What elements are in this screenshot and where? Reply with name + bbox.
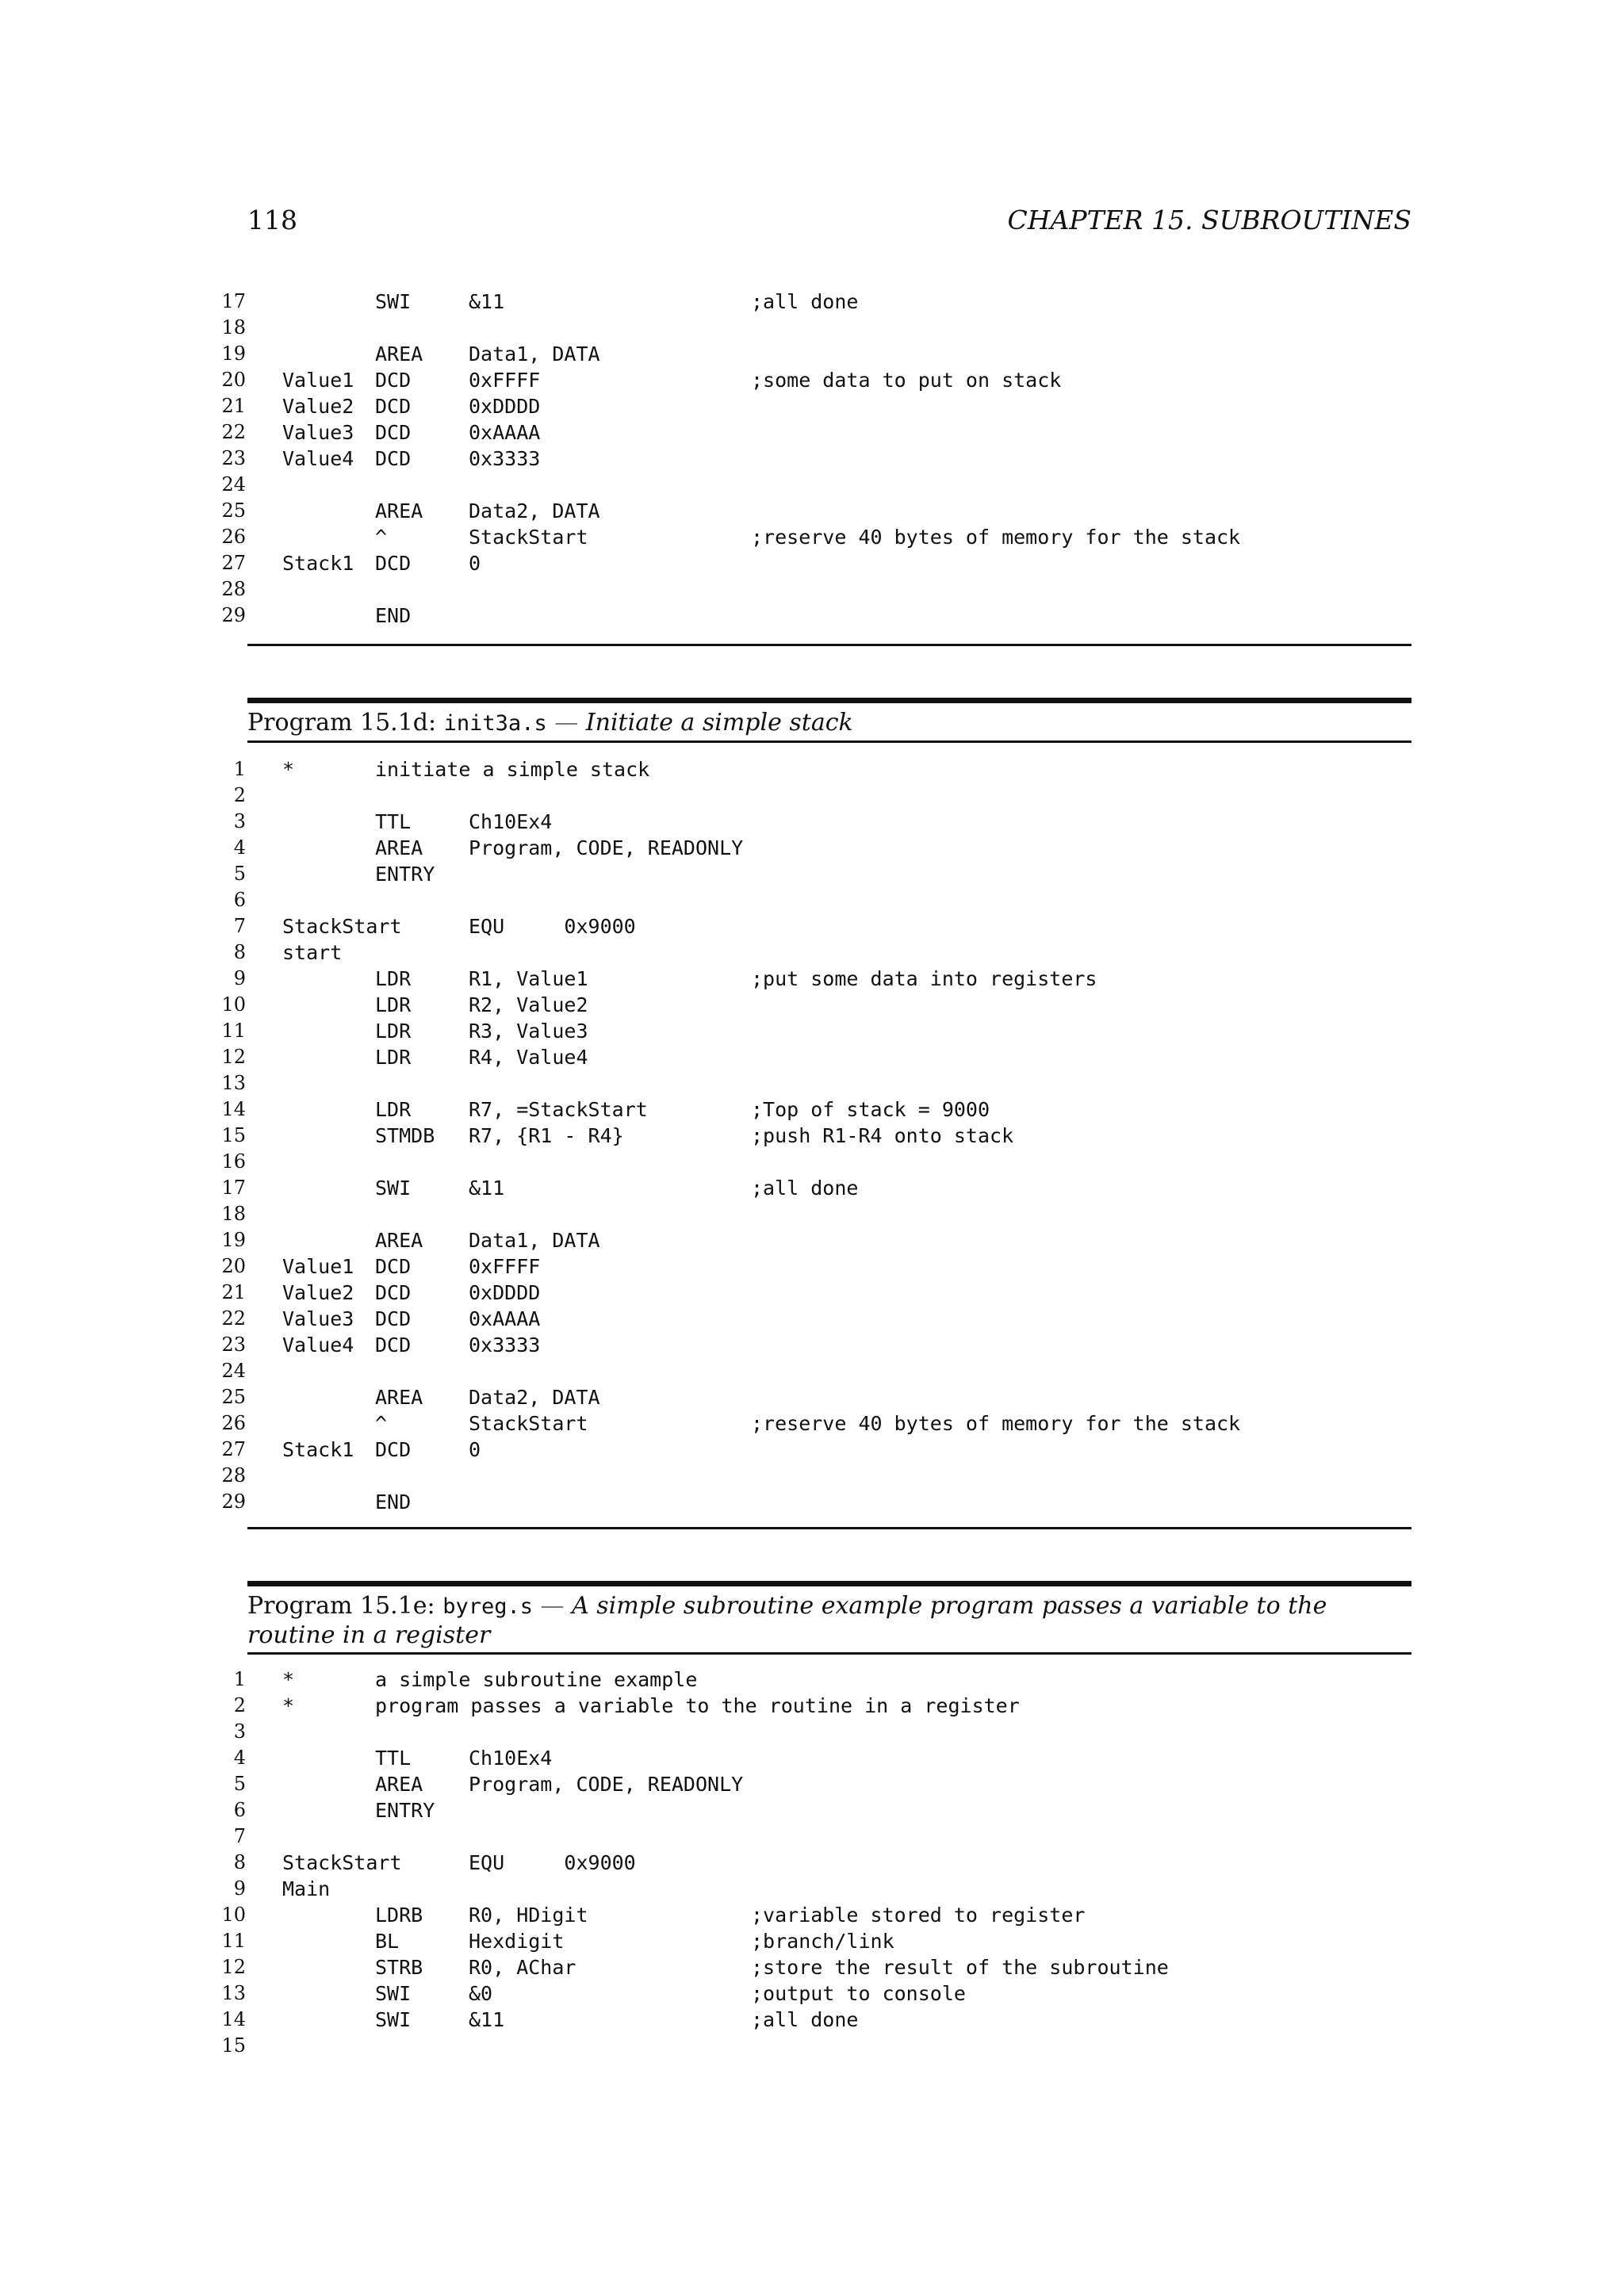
code-line	[0, 1201, 1624, 1227]
code-line	[0, 498, 1624, 524]
code-opcode: DCD	[375, 1281, 412, 1304]
line-number: 11	[221, 1930, 246, 1952]
code-operands: R1, Value1	[469, 967, 588, 990]
caption-description: Initiate a simple stack	[585, 709, 853, 737]
line-number: 15	[221, 2034, 246, 2057]
code-operands: StackStart	[469, 526, 588, 549]
code-line	[0, 1384, 1624, 1410]
line-number: 26	[221, 1412, 246, 1434]
code-opcode: ENTRY	[375, 1799, 435, 1822]
code-opcode: SWI	[375, 290, 412, 313]
code-label: Value3	[282, 421, 354, 444]
code-opcode: BL	[375, 1930, 400, 1953]
caption-top-rule	[247, 698, 1411, 703]
code-label: Value2	[282, 395, 354, 418]
line-number: 8	[233, 941, 246, 963]
line-number: 19	[221, 1229, 246, 1251]
line-number: 2	[233, 784, 246, 806]
line-number: 26	[221, 526, 246, 548]
line-number: 18	[221, 316, 246, 339]
code-operands: 0xDDDD	[469, 395, 541, 418]
code-line	[0, 550, 1624, 576]
code-line	[0, 966, 1624, 992]
code-operands: R7, =StackStart	[469, 1098, 648, 1121]
code-line	[0, 1667, 1624, 1693]
code-operands: 0xDDDD	[469, 1281, 541, 1304]
code-line	[0, 835, 1624, 861]
code-line	[0, 756, 1624, 783]
code-operands: 0xAAAA	[469, 1307, 541, 1330]
code-line	[0, 1797, 1624, 1823]
code-opcode: DCD	[375, 1334, 412, 1357]
caption-bottom-rule	[247, 740, 1411, 743]
line-number: 24	[221, 473, 246, 496]
code-line	[0, 419, 1624, 446]
line-number: 14	[221, 1098, 246, 1120]
line-number: 12	[221, 1956, 246, 1978]
code-comment: ;Top of stack = 9000	[751, 1098, 990, 1121]
code-opcode: AREA	[375, 342, 423, 365]
code-line	[0, 446, 1624, 472]
chapter-title: CHAPTER 15. SUBROUTINES	[1007, 205, 1411, 235]
code-comment: ;output to console	[751, 1982, 966, 2005]
code-line	[0, 1771, 1624, 1797]
line-number: 3	[233, 1720, 246, 1743]
code-opcode: AREA	[375, 499, 423, 522]
code-line	[0, 524, 1624, 550]
code-line	[0, 367, 1624, 393]
line-number: 14	[221, 2008, 246, 2030]
code-label: StackStart	[282, 1851, 402, 1874]
listing-end-rule	[247, 644, 1411, 646]
code-line	[0, 1175, 1624, 1201]
line-number: 7	[233, 1825, 246, 1847]
code-operands: Data1, DATA	[469, 1229, 600, 1252]
caption-filename: init3a.s	[443, 711, 547, 736]
line-number: 23	[221, 1334, 246, 1356]
code-operands: StackStart	[469, 1412, 588, 1435]
code-operands: R2, Value2	[469, 993, 588, 1016]
code-line	[0, 603, 1624, 629]
code-opcode: AREA	[375, 1386, 423, 1409]
code-operands: R0, AChar	[469, 1956, 576, 1979]
caption-prefix: Program 15.1e:	[247, 1592, 443, 1620]
code-line	[0, 289, 1624, 315]
line-number: 27	[221, 552, 246, 574]
code-line	[0, 1018, 1624, 1044]
code-opcode: LDR	[375, 1046, 412, 1069]
line-number: 6	[233, 889, 246, 911]
code-line	[0, 2033, 1624, 2059]
code-line	[0, 1332, 1624, 1358]
code-operands: Data2, DATA	[469, 1386, 600, 1409]
code-opcode: SWI	[375, 1982, 412, 2005]
code-label: Value1	[282, 1255, 354, 1278]
code-opcode: AREA	[375, 1229, 423, 1252]
code-opcode: DCD	[375, 395, 412, 418]
code-operands: EQU 0x9000	[469, 915, 636, 938]
line-number: 9	[233, 1877, 246, 1900]
line-number: 17	[221, 290, 246, 312]
code-opcode: DCD	[375, 1255, 412, 1278]
code-opcode: program passes a variable to the routine in a register	[375, 1694, 1020, 1717]
line-number: 28	[221, 578, 246, 600]
line-number: 6	[233, 1799, 246, 1821]
code-opcode: SWI	[375, 2008, 412, 2031]
line-number: 1	[233, 1668, 246, 1690]
code-line	[0, 341, 1624, 367]
line-number: 8	[233, 1851, 246, 1873]
code-operands: 0xAAAA	[469, 421, 541, 444]
code-line	[0, 1306, 1624, 1332]
code-line	[0, 939, 1624, 966]
code-line	[0, 1954, 1624, 1980]
code-line	[0, 1123, 1624, 1149]
code-line	[0, 1358, 1624, 1384]
code-operands: Program, CODE, READONLY	[469, 1773, 744, 1796]
code-line	[0, 783, 1624, 809]
code-comment: ;branch/link	[751, 1930, 894, 1953]
code-opcode: TTL	[375, 810, 412, 833]
line-number: 1	[233, 758, 246, 780]
code-label: Value4	[282, 447, 354, 470]
code-line	[0, 1876, 1624, 1902]
code-operands: &11	[469, 2008, 505, 2031]
code-operands: 0	[469, 1438, 481, 1461]
listing-init3a	[0, 756, 1624, 1515]
line-number: 22	[221, 421, 246, 443]
code-opcode: LDR	[375, 1098, 412, 1121]
page-number: 118	[247, 205, 297, 235]
code-operands: Data1, DATA	[469, 342, 600, 365]
code-comment: ;push R1-R4 onto stack	[751, 1124, 1014, 1147]
code-opcode: END	[375, 1490, 412, 1513]
code-comment: ;reserve 40 bytes of memory for the stack	[751, 526, 1241, 549]
code-opcode: DCD	[375, 1307, 412, 1330]
code-line	[0, 1902, 1624, 1928]
code-opcode: LDR	[375, 1020, 412, 1043]
code-opcode: DCD	[375, 552, 412, 575]
line-number: 4	[233, 836, 246, 859]
code-line	[0, 1693, 1624, 1719]
code-opcode: ^	[375, 1412, 388, 1435]
code-label: *	[282, 1694, 295, 1717]
code-line	[0, 1280, 1624, 1306]
code-operands: &11	[469, 1177, 505, 1200]
listing-byreg	[0, 1667, 1624, 2059]
code-opcode: a simple subroutine example	[375, 1668, 698, 1691]
caption-prefix: Program 15.1d:	[247, 709, 444, 737]
code-operands: &0	[469, 1982, 493, 2005]
code-line	[0, 913, 1624, 939]
line-number: 29	[221, 604, 246, 626]
code-comment: ;all done	[751, 290, 859, 313]
caption-bottom-rule	[247, 1652, 1411, 1655]
code-comment: ;put some data into registers	[751, 967, 1097, 990]
line-number: 13	[221, 1072, 246, 1094]
code-comment: ;some data to put on stack	[751, 369, 1062, 392]
line-number: 12	[221, 1046, 246, 1068]
line-number: 2	[233, 1694, 246, 1716]
code-opcode: DCD	[375, 421, 412, 444]
line-number: 9	[233, 967, 246, 989]
line-number: 10	[221, 993, 246, 1016]
code-line	[0, 861, 1624, 887]
code-label: Main	[282, 1877, 331, 1900]
caption-dash: —	[546, 709, 586, 737]
code-line	[0, 1227, 1624, 1253]
code-opcode: DCD	[375, 1438, 412, 1461]
code-label: Stack1	[282, 552, 354, 575]
code-comment: ;all done	[751, 2008, 859, 2031]
code-line	[0, 472, 1624, 498]
code-line	[0, 1410, 1624, 1437]
code-line	[0, 887, 1624, 913]
line-number: 19	[221, 342, 246, 365]
code-label: Stack1	[282, 1438, 354, 1461]
caption-dash: —	[533, 1592, 573, 1620]
code-opcode: LDR	[375, 993, 412, 1016]
code-operands: EQU 0x9000	[469, 1851, 636, 1874]
code-operands: R4, Value4	[469, 1046, 588, 1069]
code-line	[0, 2007, 1624, 2033]
code-opcode: LDR	[375, 967, 412, 990]
code-label: start	[282, 941, 343, 964]
line-number: 28	[221, 1464, 246, 1487]
code-label: Value3	[282, 1307, 354, 1330]
code-operands: 0xFFFF	[469, 1255, 541, 1278]
code-line	[0, 1928, 1624, 1954]
line-number: 15	[221, 1124, 246, 1146]
code-opcode: AREA	[375, 1773, 423, 1796]
code-label: Value4	[282, 1334, 354, 1357]
caption-top-rule	[247, 1581, 1411, 1586]
line-number: 20	[221, 369, 246, 391]
code-operands: Ch10Ex4	[469, 1747, 553, 1770]
line-number: 3	[233, 810, 246, 832]
code-label: *	[282, 1668, 295, 1691]
code-opcode: AREA	[375, 836, 423, 859]
code-line	[0, 1489, 1624, 1515]
line-number: 29	[221, 1490, 246, 1513]
code-operands: Ch10Ex4	[469, 810, 553, 833]
caption-description: A simple subroutine example program passes a variable to the routine in a register	[247, 1592, 1327, 1649]
code-operands: 0x3333	[469, 447, 541, 470]
code-operands: 0xFFFF	[469, 369, 541, 392]
program-caption-init3a	[247, 709, 1411, 738]
line-number: 16	[221, 1150, 246, 1173]
code-comment: ;reserve 40 bytes of memory for the stack	[751, 1412, 1241, 1435]
line-number: 24	[221, 1360, 246, 1382]
code-operands: Data2, DATA	[469, 499, 600, 522]
code-line	[0, 1044, 1624, 1070]
code-operands: Program, CODE, READONLY	[469, 836, 744, 859]
code-line	[0, 1745, 1624, 1771]
code-operands: R0, HDigit	[469, 1904, 588, 1927]
code-opcode: END	[375, 604, 412, 627]
code-line	[0, 1096, 1624, 1123]
listing-end-rule	[247, 1527, 1411, 1529]
code-opcode: initiate a simple stack	[375, 758, 650, 781]
code-line	[0, 1850, 1624, 1876]
code-line	[0, 1149, 1624, 1175]
code-line	[0, 1719, 1624, 1745]
code-line	[0, 315, 1624, 341]
line-number: 7	[233, 915, 246, 937]
code-line	[0, 1070, 1624, 1096]
line-number: 23	[221, 447, 246, 469]
code-comment: ;variable stored to register	[751, 1904, 1086, 1927]
code-line	[0, 1463, 1624, 1489]
line-number: 4	[233, 1747, 246, 1769]
code-opcode: DCD	[375, 369, 412, 392]
code-label: StackStart	[282, 915, 402, 938]
code-opcode: ENTRY	[375, 863, 435, 886]
code-operands: 0x3333	[469, 1334, 541, 1357]
line-number: 5	[233, 1773, 246, 1795]
line-number: 5	[233, 863, 246, 885]
code-operands: R7, {R1 - R4}	[469, 1124, 624, 1147]
code-comment: ;all done	[751, 1177, 859, 1200]
code-label: *	[282, 758, 295, 781]
line-number: 18	[221, 1203, 246, 1225]
line-number: 21	[221, 395, 246, 417]
code-line	[0, 1253, 1624, 1280]
code-opcode: STRB	[375, 1956, 423, 1979]
line-number: 20	[221, 1255, 246, 1277]
code-line	[0, 809, 1624, 835]
code-line	[0, 393, 1624, 419]
line-number: 21	[221, 1281, 246, 1303]
code-operands: 0	[469, 552, 481, 575]
line-number: 17	[221, 1177, 246, 1199]
line-number: 22	[221, 1307, 246, 1330]
line-number: 25	[221, 1386, 246, 1408]
code-line	[0, 1980, 1624, 2007]
code-opcode: ^	[375, 526, 388, 549]
code-line	[0, 576, 1624, 603]
page-header	[247, 205, 1411, 239]
code-comment: ;store the result of the subroutine	[751, 1956, 1169, 1979]
code-opcode: DCD	[375, 447, 412, 470]
code-label: Value1	[282, 369, 354, 392]
code-opcode: LDRB	[375, 1904, 423, 1927]
code-operands: R3, Value3	[469, 1020, 588, 1043]
code-label: Value2	[282, 1281, 354, 1304]
caption-filename: byreg.s	[442, 1594, 533, 1619]
code-opcode: STMDB	[375, 1124, 435, 1147]
code-line	[0, 1437, 1624, 1463]
code-operands: Hexdigit	[469, 1930, 565, 1953]
code-operands: &11	[469, 290, 505, 313]
line-number: 27	[221, 1438, 246, 1460]
code-opcode: SWI	[375, 1177, 412, 1200]
code-line	[0, 1823, 1624, 1850]
line-number: 13	[221, 1982, 246, 2004]
line-number: 10	[221, 1904, 246, 1926]
listing-continuation	[0, 289, 1624, 629]
code-line	[0, 992, 1624, 1018]
line-number: 11	[221, 1020, 246, 1042]
program-caption-byreg	[247, 1592, 1411, 1650]
line-number: 25	[221, 499, 246, 522]
code-opcode: TTL	[375, 1747, 412, 1770]
